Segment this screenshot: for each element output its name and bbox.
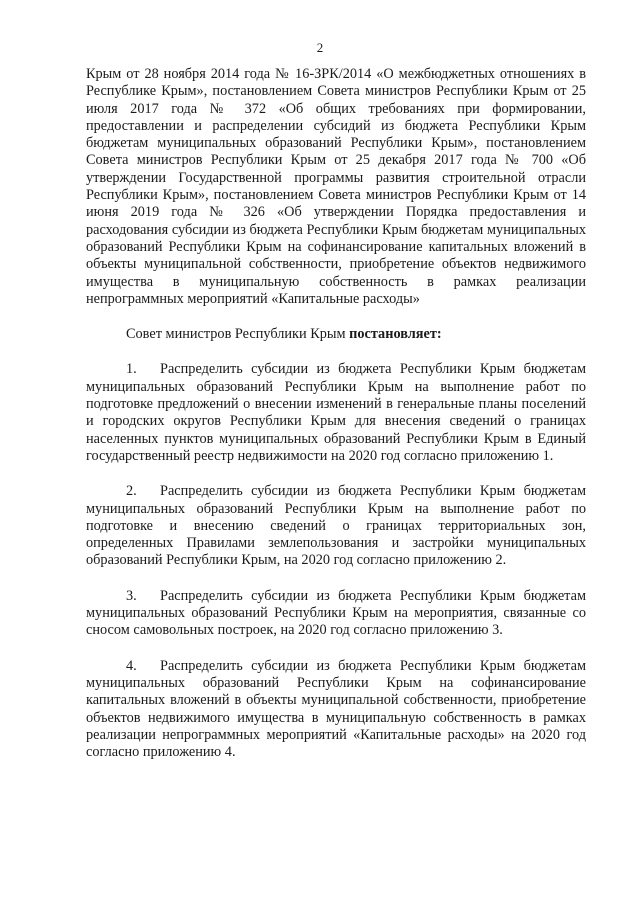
decree-verb: постановляет: [349,326,442,343]
item-text: Распределить субсидии из бюджета Республики Крым бюджетам муниципальных образований Республики Крым на мероприятия, связанные со сносом самовольных построек, на 2020 год согласно приложению 3. [86,587,586,639]
list-item [86,588,586,640]
decree-statement [86,326,586,343]
page-number: 2 [316,40,324,55]
list-item [86,483,586,569]
item-number: 4. [126,657,137,674]
intro-paragraph: Крым от 28 ноября 2014 года № 16-ЗРК/2014 «О межбюджетных отношениях в Республике Крым», постановлением Совета министров Республики Крым от 25 июля 2017 года № 372 «Об общих требованиях при формировании, предоставлении и распределении субсидий из бюджета Республики Крым бюджетам муниципальных образований Республики Крым», постановлением Совета министров Республики Крым от 25 декабря 2017 года № 700 «Об утверждении Государственной программы развития строительной отрасли Республики Крым», постановлением Совета министров Республики Крым от 14 июня 2019 года № 326 «Об утверждении Порядка предоставления и расходования субсидии из бюджета Республики Крым бюджетам муниципальных образований Республики Крым на софинансирование капитальных вложений в объекты муниципальной собственности, приобретение объектов недвижимого имущества в муниципальную собственность в рамках реализации непрограммных мероприятий «Капитальные расходы» [86,66,586,307]
item-text: Распределить субсидии из бюджета Республики Крым бюджетам муниципальных образований Республики Крым на выполнение работ по подготовке предложений о внесении изменений в генеральные планы поселений и городских округов Республики Крым для внесения сведений о границах населенных пунктов муниципальных образований Республики Крым в Единый государственный реестр недвижимости на 2020 год согласно приложению 1. [86,361,586,464]
document-body [86,66,586,761]
item-number: 1. [126,361,137,378]
item-text: Распределить субсидии из бюджета Республики Крым бюджетам муниципальных образований Республики Крым на софинансирование капитальных вложений в объекты муниципальной собственности, приобретение объектов недвижимого имущества в муниципальную собственность в рамках реализации непрограммных мероприятий «Капитальные расходы» на 2020 год согласно приложению 4. [86,657,586,761]
item-number: 3. [126,587,137,604]
item-number: 2. [126,483,137,500]
decree-lead: Совет министров Республики Крым [126,326,350,343]
item-text: Распределить субсидии из бюджета Республики Крым бюджетам муниципальных образований Республики Крым на выполнение работ по подготовке и внесению сведений о границах территориальных зон, определенных Правилами землепользования и застройки муниципальных образований Республики Крым, на 2020 год согласно приложению 2. [86,483,586,569]
list-item [86,658,586,762]
list-item [86,361,586,465]
